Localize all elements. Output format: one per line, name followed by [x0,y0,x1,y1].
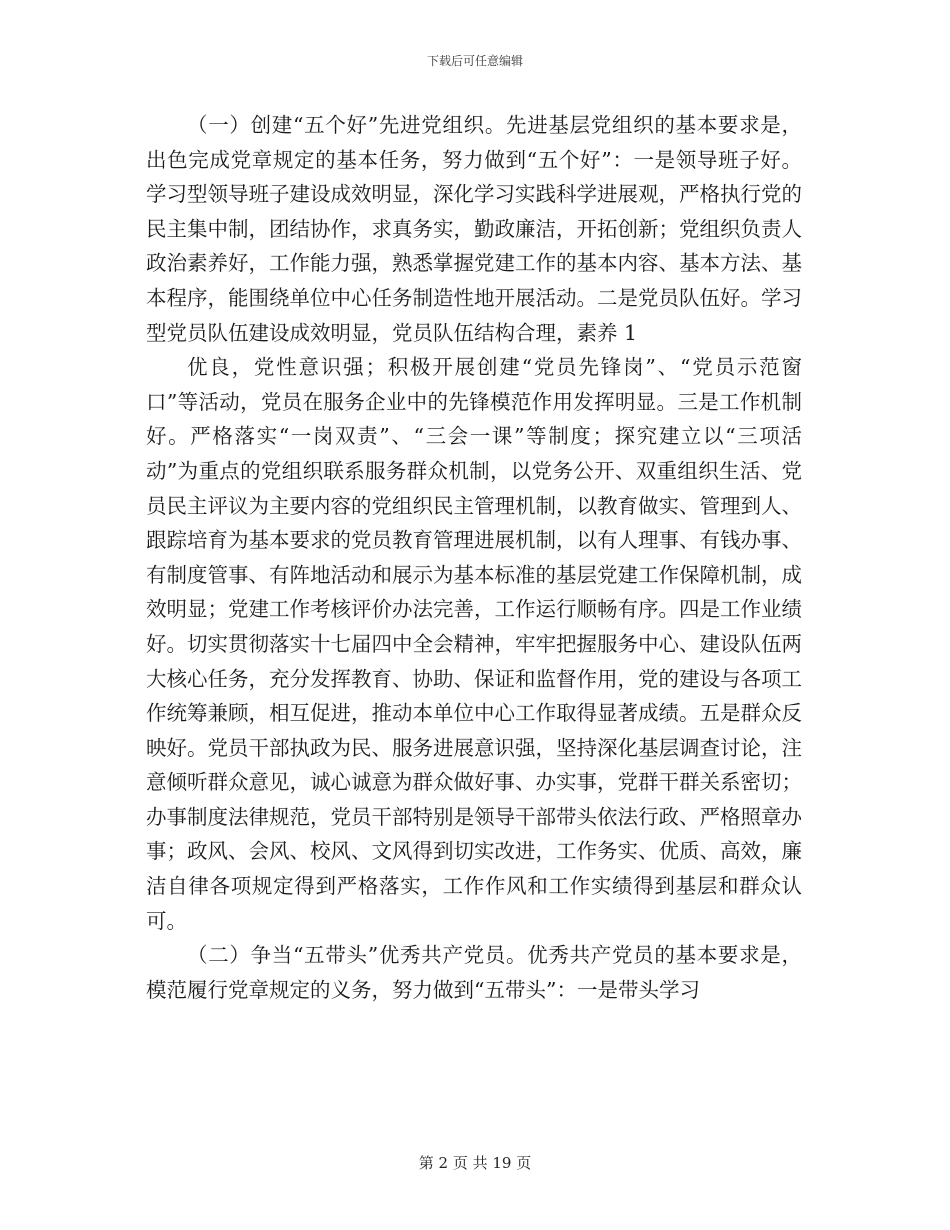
page-number: 第 2 页 共 19 页 [418,1154,532,1172]
paragraph-five-good-organizations: （一）创建“五个好”先进党组织。先进基层党组织的基本要求是，出色完成党章规定的基本任务，努力做到“五个好”：一是领导班子好。学习型领导班子建设成效明显，深化学习实践科学进展观，严格执行党的民主集中制，团结协作，求真务实，勤政廉洁，开拓创新；党组织负责人政治素养好，工作能力强，熟悉掌握党建工作的基本内容、基本方法、基本程序，能围绕单位中心任务制造性地开展活动。二是党员队伍好。学习型党员队伍建设成效明显，党员队伍结构合理，素养 1 [146,113,802,345]
paragraph-five-lead-members: （二）争当“五带头”优秀共产党员。优秀共产党员的基本要求是，模范履行党章规定的义务，努力做到“五带头”：一是带头学习 [146,943,802,1002]
page-header: 下载后可任意编辑 [426,54,523,68]
document-body [146,108,802,1007]
paragraph-continuation: 优良，党性意识强；积极开展创建“党员先锋岗”、“党员示范窗口”等活动，党员在服务企业中的先锋模范作用发挥明显。三是工作机制好。严格落实“一岗双责”、“三会一课”等制度；探究建立以“三项活动”为重点的党组织联系服务群众机制，以党务公开、双重组织生活、党员民主评议为主要内容的党组织民主管理机制，以教育做实、管理到人、跟踪培育为基本要求的党员教育管理进展机制，以有人理事、有钱办事、有制度管事、有阵地活动和展示为基本标准的基层党建工作保障机制，成效明显；党建工作考核评价办法完善，工作运行顺畅有序。四是工作业绩好。切实贯彻落实十七届四中全会精神，牢牢把握服务中心、建设队伍两大核心任务，充分发挥教育、协助、保证和监督作用，党的建设与各项工作统筹兼顾，相互促进，推动本单位中心工作取得显著成绩。五是群众反映好。党员干部执政为民、服务进展意识强，坚持深化基层调查讨论，注意倾听群众意见，诚心诚意为群众做好事、办实事，党群干群关系密切；办事制度法律规范，党员干部特别是领导干部带头依法行政、严格照章办事；政风、会风、校风、文风得到切实改进，工作务实、优质、高效，廉洁自律各项规定得到严格落实，工作作风和工作实绩得到基层和群众认可。 [146,355,802,933]
